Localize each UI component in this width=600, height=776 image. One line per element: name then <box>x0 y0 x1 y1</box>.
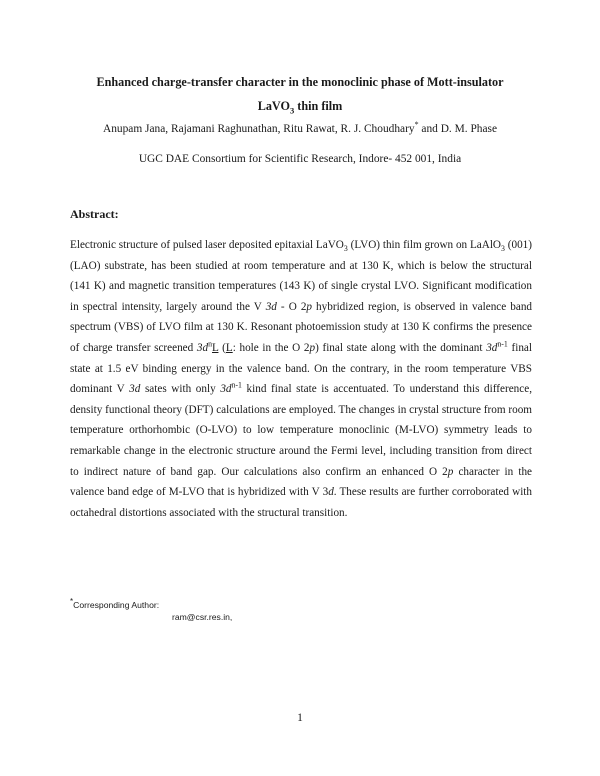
affiliation: UGC DAE Consortium for Scientific Research, Indore- 452 001, India <box>138 153 462 165</box>
abstract-body: Electronic structure of pulsed laser deposited epitaxial LaVO$_3$ (LVO) thin film grown on LaAlO$_3$ (001) (LAO) substrate, has been studied at room temperature and at 130 K, which is below the structural (141 K) and magnetic transition temperatures (143 K) of single crystal LVO. Significant modification in spectral intensity, largely around the V 3d - O 2p hybridized region, is observed in valence band spectrum (VBS) of LVO film at 130 K. Resonant photoemission study at 130 K confirms the presence of charge transfer screened $3d^nL$ (L: hole in the O 2p) final state along with the dominant $3d^{n-1}$ final state at 1.5 eV binding energy in the valence band. On the contrary, in the room temperature VBS dominant V 3d sates with only $3d^{n-1}$ kind final state is accentuated. To understand this difference, density functional theory (DFT) calculations are employed. The changes in crystal structure from room temperature orthorhombic (O-LVO) to low temperature monoclinic (M-LVO) symmetry leads to remarkable change in the electronic structure around the Fermi level, including transition from direct to indirect nature of band gap. Our calculations also confirm an enhanced O 2p character in the valence band edge of M-LVO that is hybridized with V 3d. These results are further corroborated with octahedral distortions associated with the structural transition. <box>70 239 533 519</box>
corresponding-author-email[interactable]: ram@csr.res.in, <box>172 612 233 622</box>
page-number: 1 <box>297 712 303 724</box>
paper-title <box>60 70 540 118</box>
title-line-1: Enhanced charge-transfer character in the monoclinic phase of Mott-insulator <box>96 75 504 89</box>
author-list: Anupam Jana, Rajamani Raghunathan, Ritu Rawat, R. J. Choudhary* and D. M. Phase <box>102 120 498 135</box>
corresponding-author-label: *Corresponding Author: <box>70 597 160 610</box>
title-line-2: LaVO$_3$ thin film <box>257 99 343 116</box>
abstract-heading: Abstract: <box>70 207 119 221</box>
